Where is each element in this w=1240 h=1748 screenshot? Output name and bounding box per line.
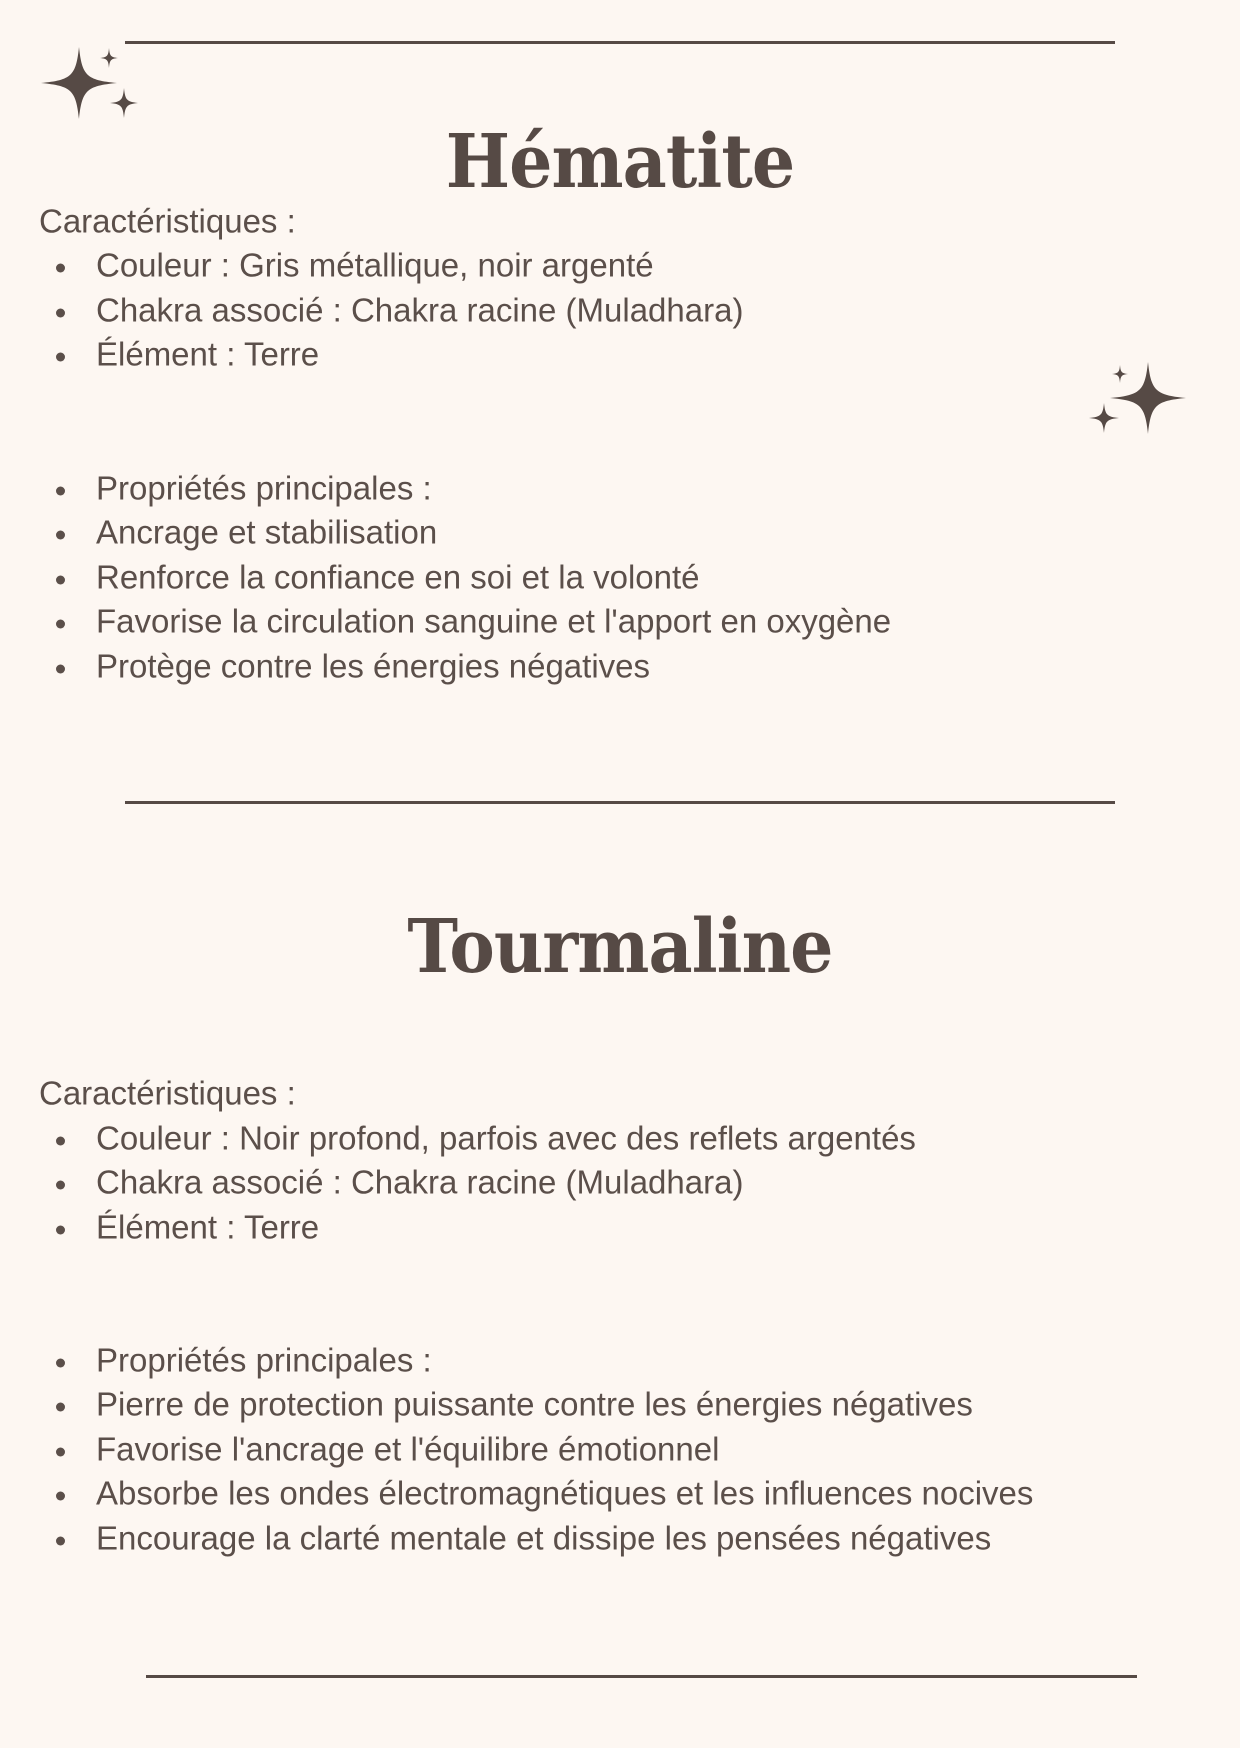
bullet-icon <box>56 1358 65 1367</box>
list-item: Chakra associé : Chakra racine (Muladhara) <box>56 1166 743 1199</box>
characteristics-label: Caractéristiques : <box>39 202 296 240</box>
list-item: Favorise l'ancrage et l'équilibre émotionnel <box>56 1433 719 1466</box>
bullet-icon <box>56 486 65 495</box>
list-item: Propriétés principales : <box>56 472 432 505</box>
list-item: Renforce la confiance en soi et la volonté <box>56 561 700 594</box>
middle-divider <box>125 801 1115 804</box>
bullet-icon <box>56 664 65 673</box>
list-item: Protège contre les énergies négatives <box>56 650 650 683</box>
bullet-icon <box>56 1447 65 1456</box>
list-item: Chakra associé : Chakra racine (Muladhara) <box>56 294 743 327</box>
list-item: Favorise la circulation sanguine et l'apport en oxygène <box>56 605 891 638</box>
bullet-icon <box>56 352 65 361</box>
bullet-icon <box>56 1491 65 1500</box>
list-item: Pierre de protection puissante contre les énergies négatives <box>56 1388 973 1421</box>
characteristics-label: Caractéristiques : <box>39 1074 296 1112</box>
list-item: Ancrage et stabilisation <box>56 516 437 549</box>
bullet-icon <box>56 263 65 272</box>
section-title-tourmaline: Tourmaline <box>407 904 833 990</box>
sparkle-icon <box>40 45 145 125</box>
list-item: Absorbe les ondes électromagnétiques et les influences nocives <box>56 1477 1033 1510</box>
sparkle-icon <box>1080 360 1190 440</box>
bullet-icon <box>56 1180 65 1189</box>
bottom-divider <box>146 1675 1137 1678</box>
list-item: Élément : Terre <box>56 338 319 371</box>
top-divider <box>125 41 1115 44</box>
bullet-icon <box>56 1225 65 1234</box>
list-item: Élément : Terre <box>56 1211 319 1244</box>
bullet-icon <box>56 1402 65 1411</box>
list-item: Couleur : Gris métallique, noir argenté <box>56 249 654 282</box>
bullet-icon <box>56 619 65 628</box>
bullet-icon <box>56 575 65 584</box>
list-item: Encourage la clarté mentale et dissipe les pensées négatives <box>56 1522 991 1555</box>
bullet-icon <box>56 308 65 317</box>
bullet-icon <box>56 1136 65 1145</box>
list-item: Propriétés principales : <box>56 1344 432 1377</box>
bullet-icon <box>56 1536 65 1545</box>
list-item: Couleur : Noir profond, parfois avec des reflets argentés <box>56 1122 916 1155</box>
bullet-icon <box>56 530 65 539</box>
section-title-hematite: Hématite <box>445 119 795 205</box>
